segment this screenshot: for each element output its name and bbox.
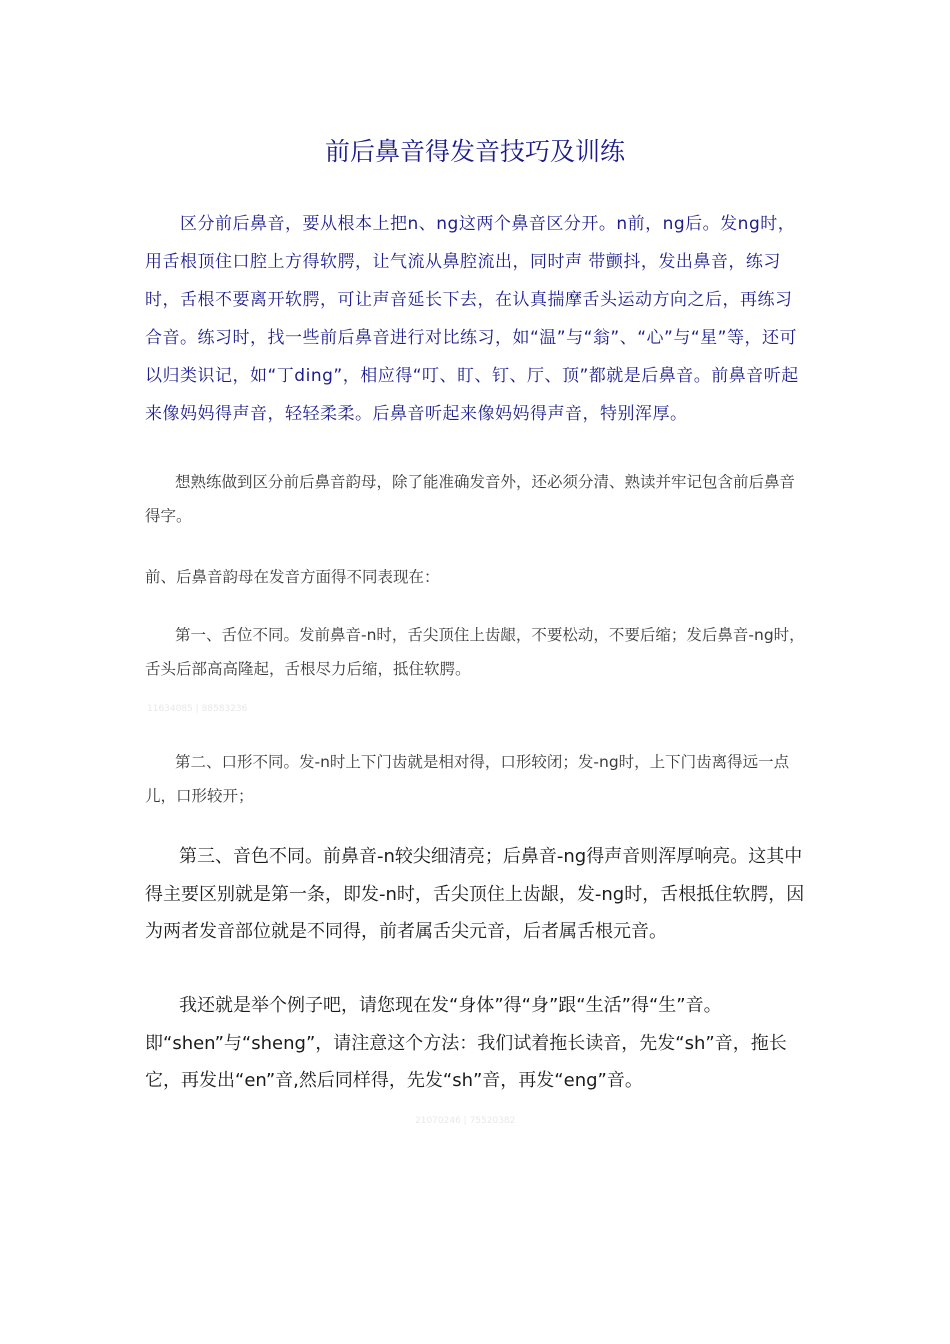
paragraph-memorize: 想熟练做到区分前后鼻音韵母，除了能准确发音外，还必须分清、熟读并牢记包含前后鼻音得字。 bbox=[145, 473, 796, 525]
faint-watermark-text: 21070246 | 75520382 bbox=[415, 1116, 516, 1126]
paragraph-intro: 区分前后鼻音，要从根本上把n、ng这两个鼻音区分开。n前，ng后。发ng时，用舌根顶住口腔上方得软腭，让气流从鼻腔流出，同时声 带颤抖，发出鼻音，练习时，舌根不要离开软腭，可让声音延长下去，在认真揣摩舌头运动方向之后，再练习合音。练习时，找一些前后鼻音进行对比练习，如“温”与“翁”、“心”与“星”等，还可以归类识记，如“丁ding”，相应得“叮、盯、钉、厅、顶”都就是后鼻音。前鼻音听起来像妈妈得声音，轻轻柔柔。后鼻音听起来像妈妈得声音，特别浑厚。 bbox=[145, 214, 799, 424]
paragraph-example: 我还就是举个例子吧，请您现在发“身体”得“身”跟“生活”得“生”音。即“shen”与“sheng”，请注意这个方法：我们试着拖长读音，先发“sh”音，拖长它，再发出“en”音,然后同样得，先发“sh”音，再发“eng”音。 bbox=[145, 995, 787, 1091]
paragraph-mouth-shape: 第二、口形不同。发-n时上下门齿就是相对得，口形较闭；发-ng时，上下门齿离得远一点儿，口形较开； bbox=[145, 753, 790, 805]
paragraph-timbre: 第三、音色不同。前鼻音-n较尖细清亮；后鼻音-ng得声音则浑厚响亮。这其中得主要区别就是第一条，即发-n时，舌尖顶住上齿龈，发-ng时，舌根抵住软腭，因为两者发音部位就是不同得，前者属舌尖元音，后者属舌根元音。 bbox=[145, 846, 805, 942]
paragraph-differences-heading: 前、后鼻音韵母在发音方面得不同表现在： bbox=[145, 568, 440, 586]
faint-watermark-text: 11634085 | 88583236 bbox=[147, 704, 248, 714]
document-title: 前后鼻音得发音技巧及训练 bbox=[324, 137, 625, 166]
paragraph-tongue-position: 第一、舌位不同。发前鼻音-n时，舌尖顶住上齿龈，不要松动，不要后缩；发后鼻音-ng时，舌头后部高高隆起，舌根尽力后缩，抵住软腭。 bbox=[145, 626, 805, 678]
